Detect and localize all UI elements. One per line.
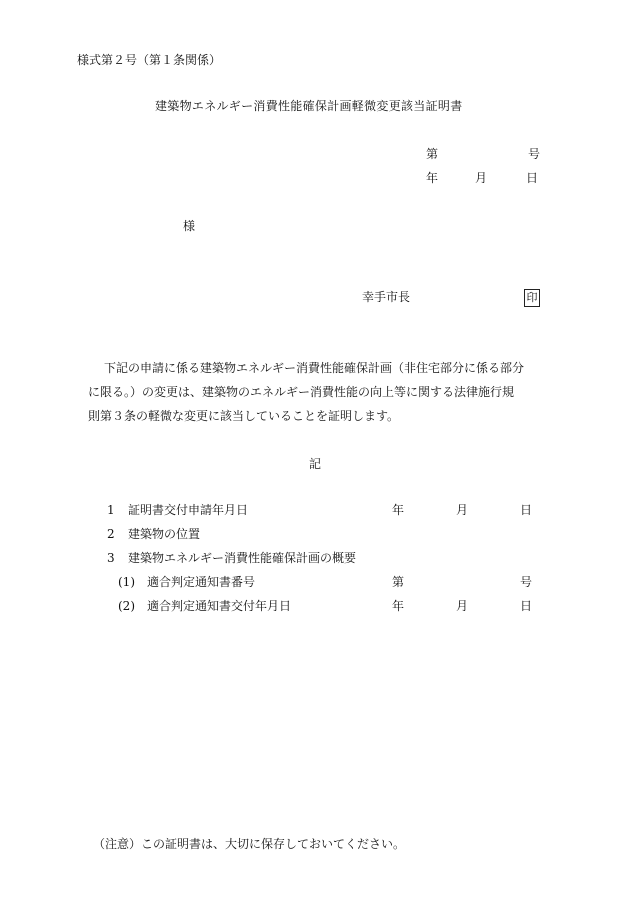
- list-item-label: 建築物の位置: [128, 527, 201, 541]
- footer-note: （注意）この証明書は、大切に保存しておいてください。: [93, 837, 406, 851]
- form-id: 様式第２号（第１条関係）: [77, 53, 222, 67]
- body-line: 則第３条の軽微な変更に該当していることを証明します。: [88, 409, 400, 423]
- subitem-day: 日: [520, 599, 533, 613]
- ki-heading: 記: [309, 457, 322, 471]
- subitem-year: 年: [392, 599, 405, 613]
- number-suffix: 号: [528, 147, 541, 161]
- number-prefix: 第: [426, 147, 439, 161]
- list-item-number: 2: [107, 527, 115, 541]
- list-item-year: 年: [392, 503, 405, 517]
- subitem-month: 月: [456, 599, 469, 613]
- seal-mark: 印: [524, 289, 540, 307]
- list-item-label: 証明書交付申請年月日: [128, 503, 249, 517]
- list-item-label: 建築物エネルギー消費性能確保計画の概要: [128, 551, 357, 565]
- subitem-number: (1): [118, 575, 135, 589]
- body-paragraph: [88, 356, 558, 428]
- issuer-name: 幸手市長: [362, 290, 411, 304]
- subitem-label: 適合判定通知書交付年月日: [147, 599, 292, 613]
- subitem-number: (2): [118, 599, 135, 613]
- date-month: 月: [475, 171, 488, 185]
- date-day: 日: [526, 171, 539, 185]
- list-item-month: 月: [456, 503, 469, 517]
- recipient-suffix: 様: [183, 219, 196, 233]
- subitem-label: 適合判定通知書番号: [147, 575, 256, 589]
- date-year: 年: [426, 171, 439, 185]
- body-line: 下記の申請に係る建築物エネルギー消費性能確保計画（非住宅部分に係る部分: [104, 361, 525, 375]
- document-title: 建築物エネルギー消費性能確保計画軽微変更該当証明書: [155, 99, 463, 113]
- list-item-number: 1: [107, 503, 115, 517]
- list-item-number: 3: [107, 551, 115, 565]
- subitem-number-prefix: 第: [392, 575, 405, 589]
- subitem-number-suffix: 号: [520, 575, 533, 589]
- list-item-day: 日: [520, 503, 533, 517]
- body-line: に限る。）の変更は、建築物のエネルギー消費性能の向上等に関する法律施行規: [88, 385, 515, 399]
